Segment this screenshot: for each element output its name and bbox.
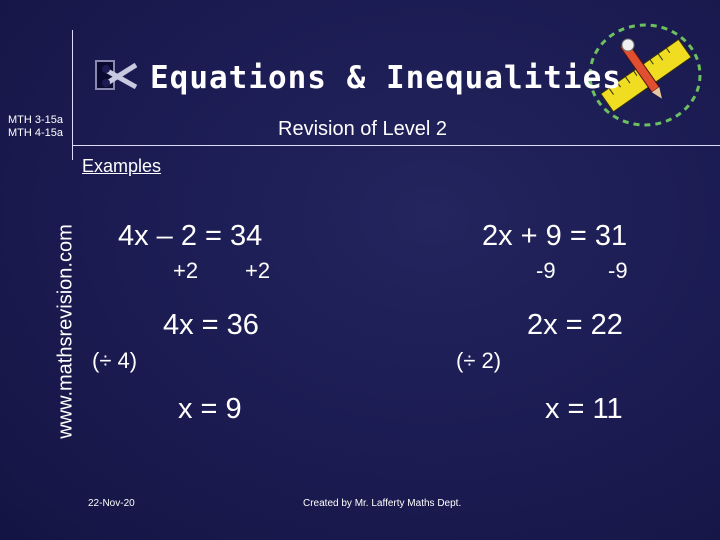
footer-date: 22-Nov-20 [88, 498, 135, 509]
code-2: MTH 4-15a [8, 127, 64, 139]
page-subtitle: Revision of Level 2 [278, 118, 447, 140]
left-eq-line3: x = 9 [178, 393, 242, 425]
examples-heading: Examples [82, 156, 162, 176]
vertical-rule [72, 30, 73, 160]
right-eq-line2: 2x = 22 [527, 309, 623, 341]
code-1: MTH 3-15a [8, 114, 64, 126]
footer-credit: Created by Mr. Lafferty Maths Dept. [303, 498, 462, 509]
left-eq-line2: 4x = 36 [163, 309, 259, 341]
left-add-left: +2 [173, 258, 199, 283]
horizontal-rule [72, 145, 720, 146]
right-eq-line1: 2x + 9 = 31 [482, 220, 628, 252]
scissors-icon [92, 55, 140, 95]
website-vertical-text: www.mathsrevision.com [54, 224, 77, 439]
right-eq-line3: x = 11 [545, 393, 623, 425]
curriculum-codes [8, 114, 63, 140]
page-title: Equations & Inequalities [150, 60, 622, 96]
right-sub-right: -9 [608, 258, 628, 283]
left-eq-line1: 4x – 2 = 34 [118, 220, 263, 252]
left-add-right: +2 [245, 258, 271, 283]
right-divide: (÷ 2) [456, 348, 502, 373]
right-sub-left: -9 [536, 258, 556, 283]
left-divide: (÷ 4) [92, 348, 138, 373]
